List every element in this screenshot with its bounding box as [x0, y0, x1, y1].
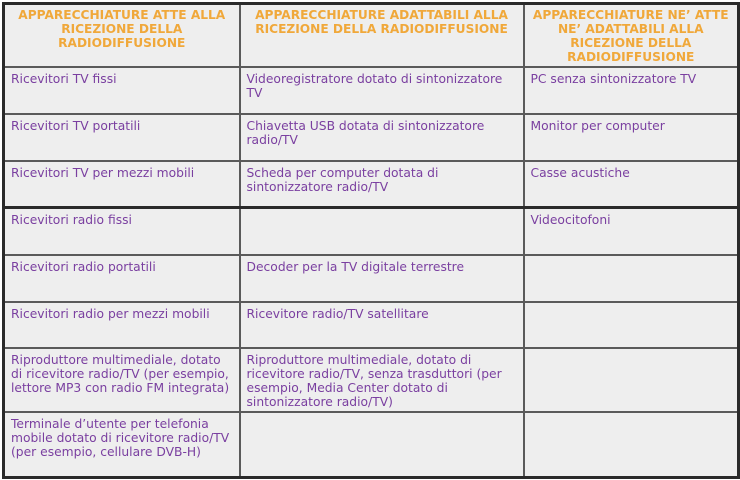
header-row	[4, 4, 739, 67]
table-cell: Ricevitori radio fissi	[4, 208, 240, 255]
table-cell	[240, 208, 524, 255]
table-cell: Ricevitori radio portatili	[4, 255, 240, 302]
table-row	[4, 67, 739, 114]
table-cell	[524, 255, 739, 302]
header-suitable: APPARECCHIATURE ATTE ALLA RICEZIONE DELLA RADIODIFFUSIONE	[4, 4, 240, 67]
table-cell: Terminale d’utente per telefonia mobile dotato di ricevitore radio/TV (per esempio, cellulare DVB-H)	[4, 412, 240, 478]
table-cell: Videocitofoni	[524, 208, 739, 255]
table-cell: PC senza sintonizzatore TV	[524, 67, 739, 114]
table-cell: Ricevitore radio/TV satellitare	[240, 302, 524, 348]
table-row	[4, 114, 739, 161]
table-cell: Ricevitori TV portatili	[4, 114, 240, 161]
table-cell: Ricevitori radio per mezzi mobili	[4, 302, 240, 348]
table-cell: Scheda per computer dotata di sintonizzatore radio/TV	[240, 161, 524, 208]
table-row	[4, 302, 739, 348]
table-cell	[524, 348, 739, 412]
table-cell	[524, 302, 739, 348]
table-row	[4, 208, 739, 255]
equipment-classification-table	[2, 2, 740, 479]
table-cell	[524, 412, 739, 478]
table-cell: Riproduttore multimediale, dotato di ricevitore radio/TV (per esempio, lettore MP3 con radio FM integrata)	[4, 348, 240, 412]
table-cell: Ricevitori TV fissi	[4, 67, 240, 114]
table-cell: Videoregistratore dotato di sintonizzatore TV	[240, 67, 524, 114]
table-row	[4, 412, 739, 478]
header-neither: APPARECCHIATURE NE’ ATTE NE’ ADATTABILI ALLA RICEZIONE DELLA RADIODIFFUSIONE	[524, 4, 739, 67]
table-cell: Ricevitori TV per mezzi mobili	[4, 161, 240, 208]
table-row	[4, 348, 739, 412]
table-cell: Casse acustiche	[524, 161, 739, 208]
table-cell: Monitor per computer	[524, 114, 739, 161]
table-cell	[240, 412, 524, 478]
table-cell: Decoder per la TV digitale terrestre	[240, 255, 524, 302]
header-adaptable: APPARECCHIATURE ADATTABILI ALLA RICEZIONE DELLA RADIODIFFUSIONE	[240, 4, 524, 67]
table-cell: Chiavetta USB dotata di sintonizzatore radio/TV	[240, 114, 524, 161]
table-row	[4, 255, 739, 302]
table-row	[4, 161, 739, 208]
table-cell: Riproduttore multimediale, dotato di ricevitore radio/TV, senza trasduttori (per esempio, Media Center dotato di sintonizzatore radio/TV)	[240, 348, 524, 412]
